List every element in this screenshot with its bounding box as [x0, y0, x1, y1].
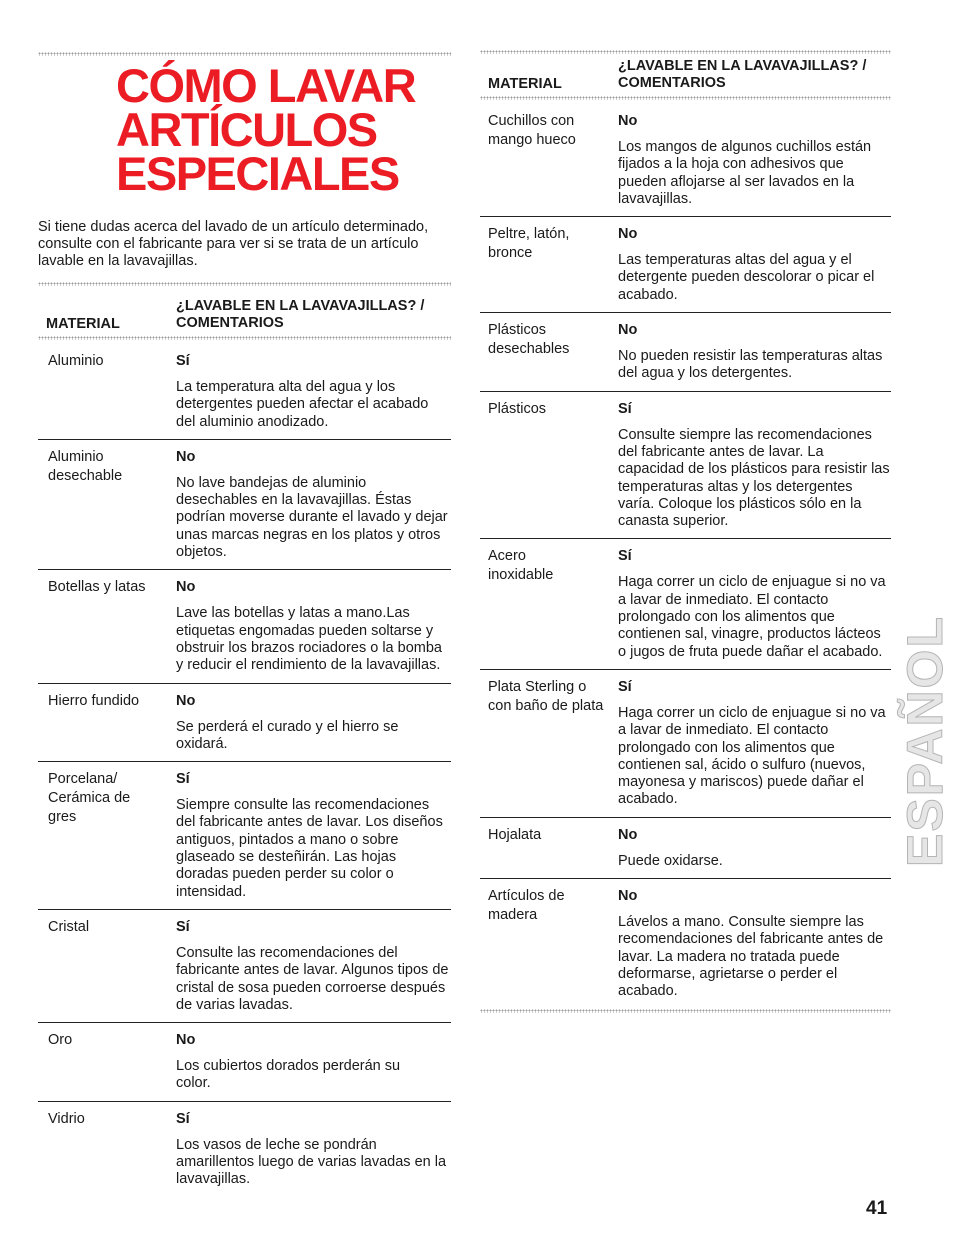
table-row: [38, 762, 451, 910]
row-material: Plásticos desechables: [488, 322, 570, 358]
table-header: [480, 58, 891, 96]
row-material: Artículos de madera: [488, 888, 565, 924]
table-row: [480, 104, 891, 217]
table-header-rule: [480, 96, 891, 100]
row-comment: Lávelos a mano. Consulte siempre las recomendaciones del fabricante antes de lavar. La madera no tratada puede deformarse, agrietarse o perder el acabado.: [618, 914, 884, 1000]
page-title: [116, 59, 456, 200]
row-answer: No: [176, 692, 196, 709]
row-comment: Consulte siempre las recomendaciones del fabricante antes de lavar. La capacidad de los plásticos para resistir las temperaturas altas y los detergentes varía. Coloque los plásticos sólo en la canasta superior.: [618, 426, 890, 530]
header-comments: [176, 298, 424, 332]
left-table: [38, 282, 451, 1197]
top-rule-left: [38, 52, 451, 56]
row-answer: No: [176, 579, 196, 596]
row-answer: Sí: [618, 678, 632, 695]
row-material: Plásticos: [488, 400, 547, 417]
row-comment: Lave las botellas y latas a mano.Las etiquetas engomadas pueden soltarse y obstruir los brazos rociadores o la bomba y reducir el rendimiento de la lavavajillas.: [176, 605, 442, 674]
row-answer: No: [618, 113, 638, 129]
row-answer: Sí: [176, 918, 190, 935]
table-row: [480, 818, 891, 879]
row-material: Cristal: [48, 918, 90, 935]
table-row: [38, 684, 451, 763]
row-answer: Sí: [618, 548, 632, 565]
row-comment: Siempre consulte las recomendaciones del fabricante antes de lavar. Los diseños antiguos, pintados a mano o sobre glaseado se desteñirán. Las hojas doradas pueden perder su color o intensidad.: [176, 797, 443, 900]
table-row: [38, 344, 451, 440]
table-top-rule: [38, 282, 451, 286]
row-material: Oro: [48, 1032, 73, 1049]
row-material: Acero inoxidable: [488, 548, 554, 584]
row-answer: No: [176, 448, 196, 465]
table-row: [38, 910, 451, 1023]
header-comments: [618, 58, 866, 92]
row-material: Porcelana/ Cerámica de gres: [48, 771, 131, 826]
header-comments-line-2: COMENTARIOS: [618, 75, 726, 91]
row-material: Botellas y latas: [48, 579, 146, 596]
right-table: [480, 50, 891, 1017]
row-comment: La temperatura alta del agua y los detergentes pueden afectar el acabado del aluminio anodizado.: [176, 379, 429, 430]
table-row: [38, 570, 451, 683]
header-comments-line-1: ¿LAVABLE EN LA LAVAVAJILLAS? /: [618, 58, 867, 74]
row-comment: Los cubiertos dorados perderán su color.: [176, 1058, 401, 1092]
row-answer: No: [618, 826, 638, 843]
row-answer: No: [618, 226, 638, 243]
title-line-1: CÓMO LAVAR: [116, 59, 416, 112]
row-answer: Sí: [176, 353, 190, 369]
row-comment: Consulte las recomendaciones del fabricante antes de lavar. Algunos tipos de cristal de sosa pueden corroerse después de varias lavadas.: [176, 944, 449, 1013]
row-comment: Puede oxidarse.: [618, 852, 723, 869]
row-comment: No pueden resistir las temperaturas altas del agua y los detergentes.: [618, 348, 883, 382]
header-comments-line-1: ¿LAVABLE EN LA LAVAVAJILLAS? /: [176, 298, 425, 314]
row-answer: No: [618, 322, 638, 339]
row-comment: Los vasos de leche se pondrán amarillentos luego de varias lavadas en la lavavajillas.: [176, 1136, 447, 1188]
row-answer: Sí: [176, 771, 190, 788]
row-material: Plata Sterling o con baño de plata: [488, 678, 604, 714]
row-material: Peltre, latón, bronce: [488, 226, 570, 262]
row-material: Aluminio desechable: [48, 448, 123, 484]
header-material: MATERIAL: [46, 316, 120, 332]
table-header-rule: [38, 336, 451, 340]
row-material: Aluminio: [48, 353, 104, 369]
table-row: [480, 879, 891, 1008]
table-row: [480, 539, 891, 669]
table-row: [38, 440, 451, 570]
row-material: Vidrio: [48, 1110, 85, 1127]
table-row: [480, 670, 891, 818]
title-line-3: ESPECIALES: [116, 147, 399, 200]
row-comment: Las temperaturas altas del agua y el detergente pueden descolorar o picar el acabado.: [618, 252, 875, 303]
table-bottom-rule: [480, 1009, 891, 1013]
title-line-2: ARTÍCULOS: [116, 103, 377, 156]
row-comment: Haga correr un ciclo de enjuague si no va a lavar de inmediato. El contacto prolongado con los alimentos que contienen sal, ácido o sulfuro (nuevos, mayonesa y mariscos) puede dañar el acabado.: [618, 704, 886, 808]
row-answer: Sí: [176, 1110, 190, 1127]
row-material: Hojalata: [488, 826, 542, 843]
row-comment: Haga correr un ciclo de enjuague si no va a lavar de inmediato. El contacto prolongado con los alimentos que contienen sal, vinagre, productos lácteos o jugos de fruta puede dañar el acabado.: [618, 574, 886, 660]
row-comment: Los mangos de algunos cuchillos están fijados a la hoja con adhesivos que pueden aflojarse al ser lavados en la lavavajillas.: [618, 139, 872, 207]
table-row: [38, 1023, 451, 1102]
row-answer: Sí: [618, 400, 632, 417]
table-row: [480, 392, 891, 540]
language-side-tab: [896, 615, 954, 867]
table-row: [480, 313, 891, 392]
header-material: MATERIAL: [488, 76, 562, 92]
row-answer: No: [176, 1032, 196, 1049]
table-row: [480, 217, 891, 313]
row-comment: Se perderá el curado y el hierro se oxidará.: [176, 718, 399, 752]
intro-paragraph: Si tiene dudas acerca del lavado de un artículo determinado, consulte con el fabricante para ver si se trata de un artículo lavable en la lavavajillas.: [38, 219, 429, 269]
table-header: [38, 290, 451, 336]
language-label: ESPAÑOL: [897, 615, 953, 867]
table-row: [38, 1102, 451, 1197]
header-comments-line-2: COMENTARIOS: [176, 315, 284, 331]
row-comment: No lave bandejas de aluminio desechables en la lavavajillas. Éstas podrían moverse durante el lavado y dejar unas marcas negras en los platos y otros objetos.: [176, 474, 448, 561]
row-answer: No: [618, 888, 638, 905]
page-number: 41: [866, 1198, 888, 1219]
table-top-rule: [480, 50, 891, 54]
row-material: Cuchillos con mango hueco: [488, 113, 576, 148]
row-material: Hierro fundido: [48, 692, 140, 709]
